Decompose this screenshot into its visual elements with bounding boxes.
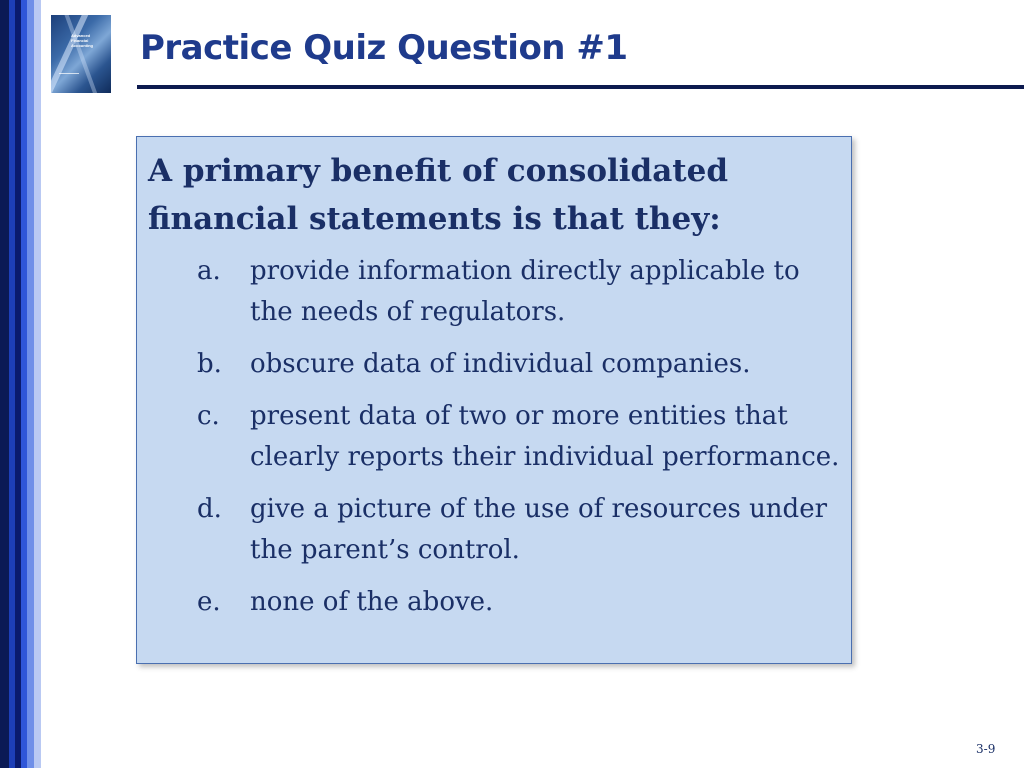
page-number: 3-9 — [976, 742, 996, 756]
answer-option-d — [197, 489, 847, 571]
question-text: A primary benefit of consolidated financial statements is that they: — [148, 153, 729, 237]
option-text: present data of two or more entities that clearly reports their individual performance. — [250, 401, 840, 472]
answer-option-e — [197, 582, 847, 623]
left-stripe — [0, 0, 9, 768]
option-text: give a picture of the use of resources under the parent’s control. — [250, 494, 828, 565]
option-text: provide information directly applicable to the needs of regulators. — [250, 256, 800, 327]
option-letter: c. — [197, 401, 220, 431]
title-divider — [137, 85, 1024, 89]
answer-option-b — [197, 344, 847, 385]
slide-title: Practice Quiz Question #1 — [140, 28, 628, 68]
question-box — [136, 136, 852, 664]
book-cover-title: Advanced Financial Accounting — [71, 33, 93, 48]
answer-option-a — [197, 251, 847, 333]
book-cover-image — [51, 15, 111, 93]
option-text: obscure data of individual companies. — [250, 349, 751, 379]
left-stripe — [34, 0, 41, 768]
option-letter: e. — [197, 587, 221, 617]
option-letter: b. — [197, 349, 222, 379]
option-letter: a. — [197, 256, 221, 286]
option-text: none of the above. — [250, 587, 494, 617]
answer-options — [197, 251, 847, 634]
left-stripe — [27, 0, 34, 768]
answer-option-c — [197, 396, 847, 478]
option-letter: d. — [197, 494, 222, 524]
